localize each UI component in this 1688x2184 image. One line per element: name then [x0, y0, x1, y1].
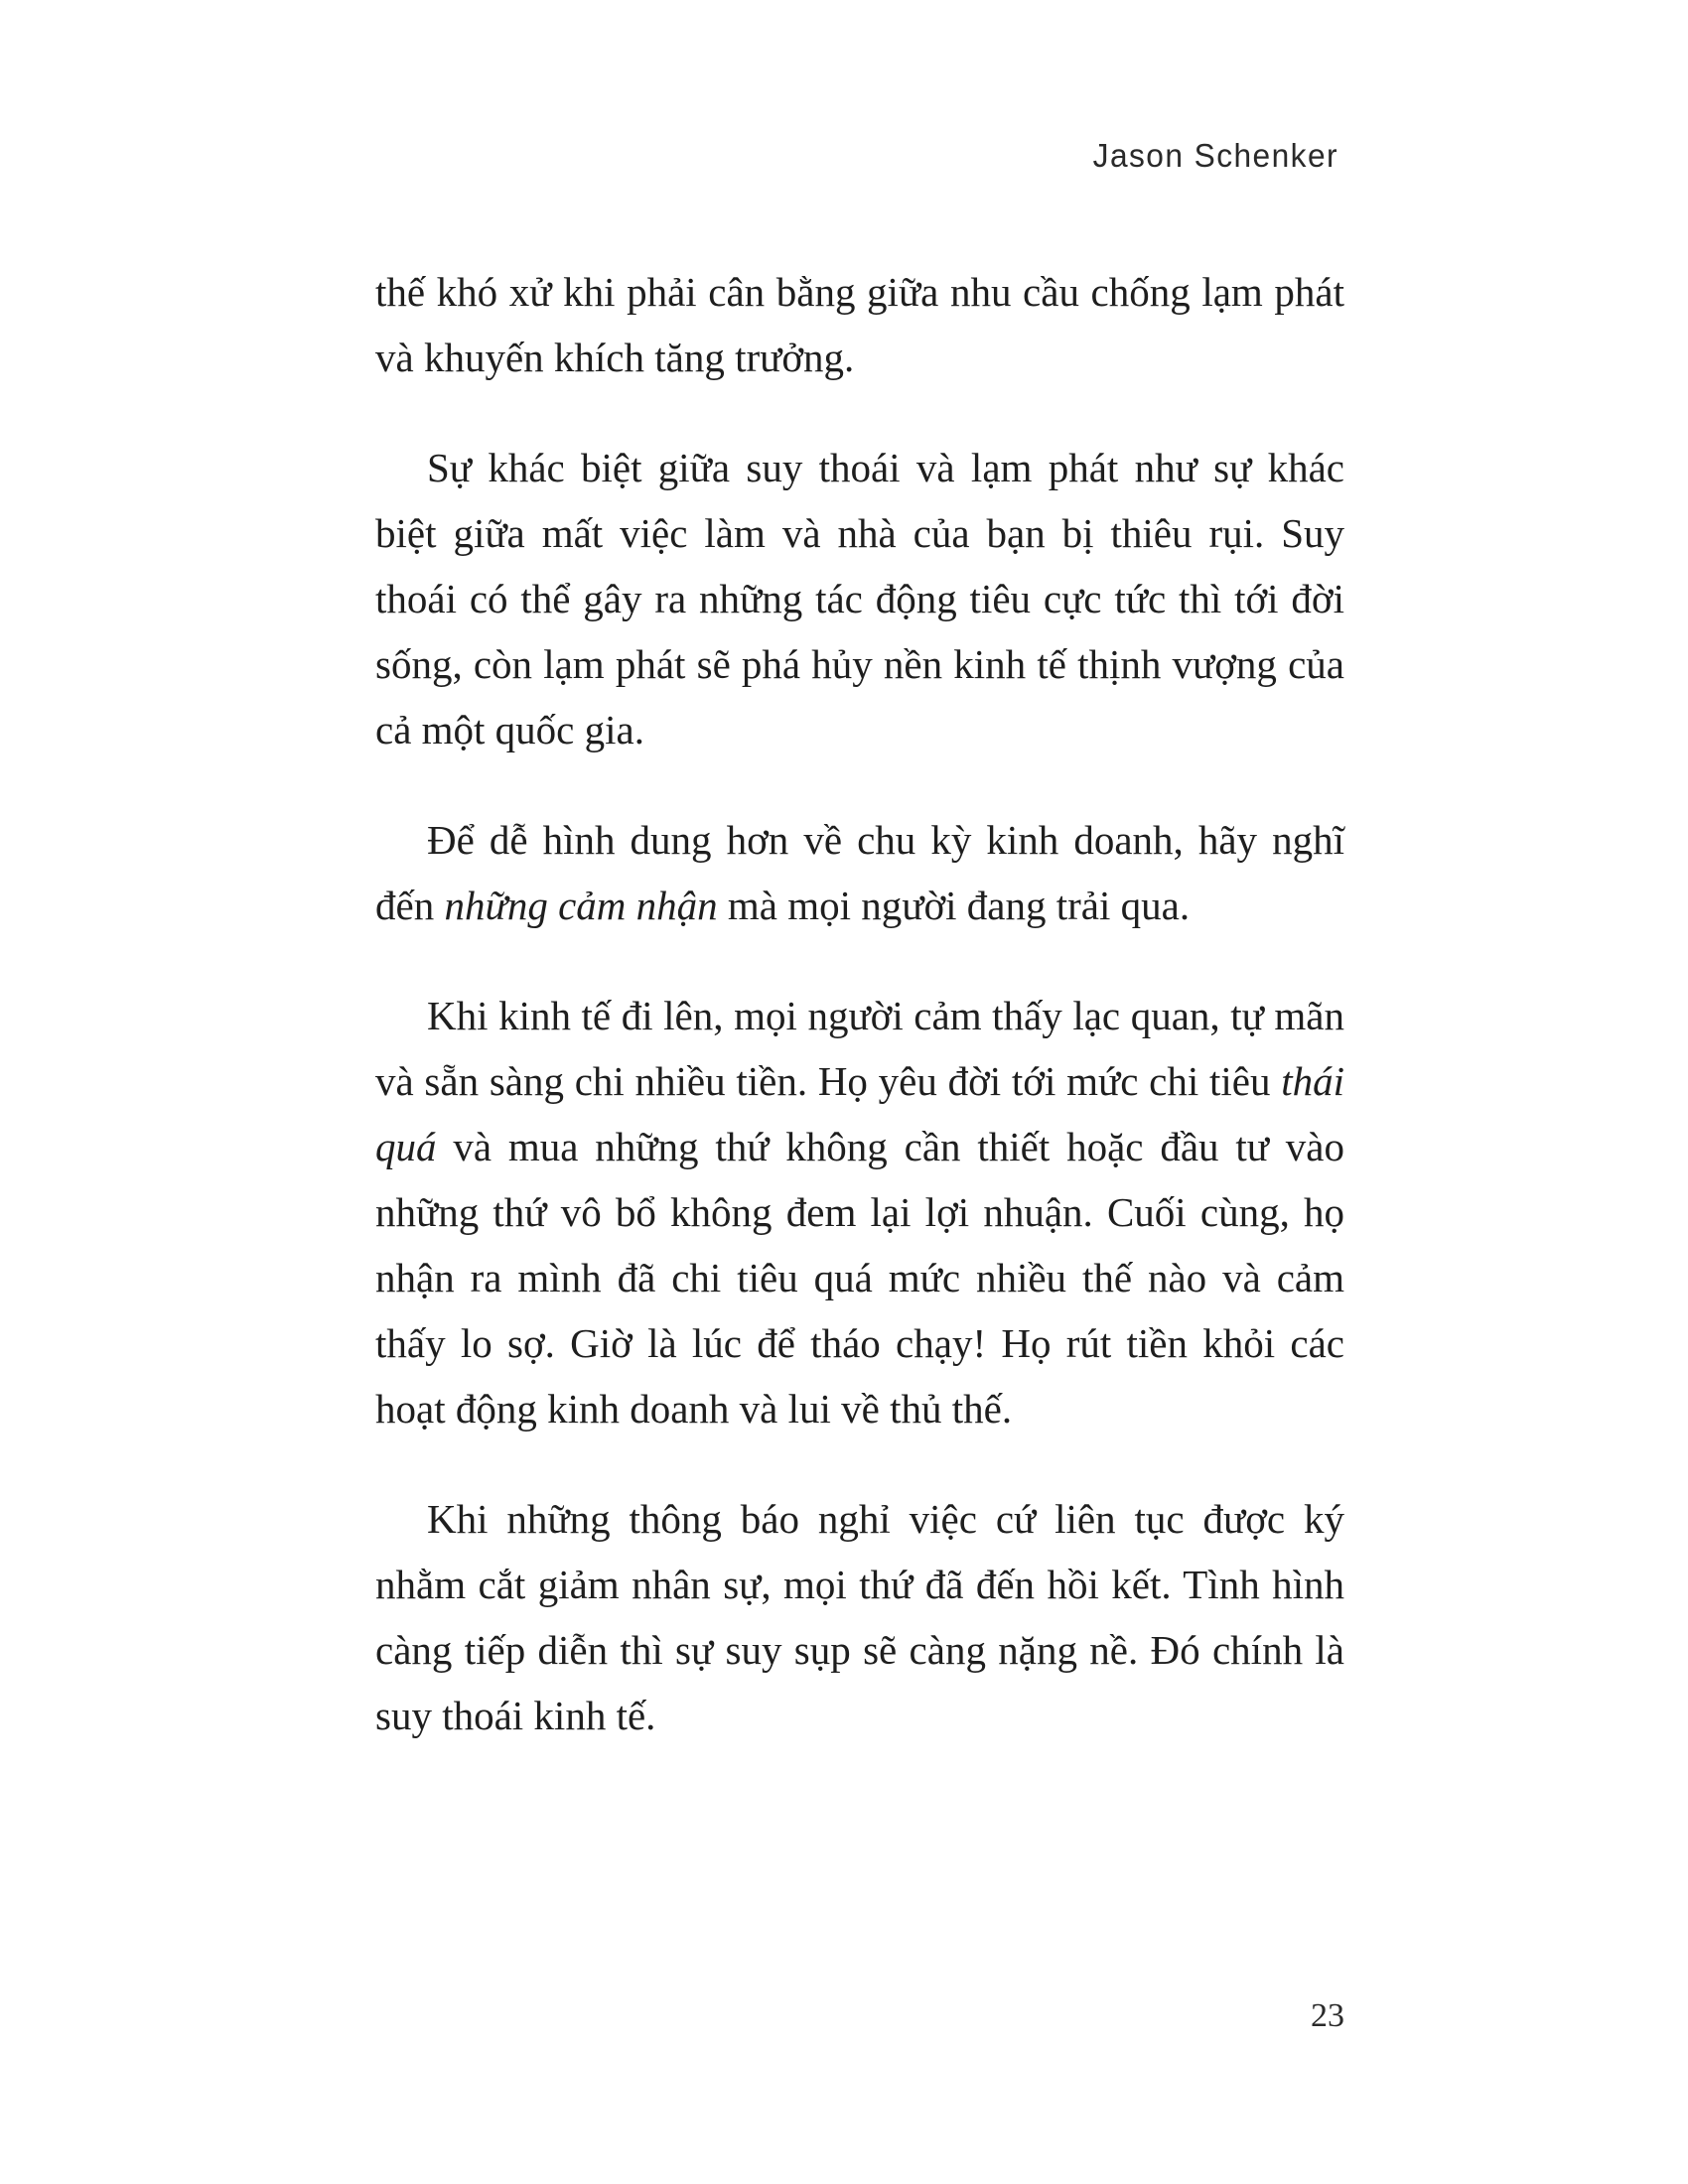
- paragraph-text: và mua những thứ không cần thiết hoặc đầu tư vào những thứ vô bổ không đem lại lợi nhuận. Cuối cùng, họ nhận ra mình đã chi tiêu quá mức nhiều thế nào và cảm thấy lo sợ. Giờ là lúc để tháo chạy! Họ rút tiền khỏi các hoạt động kinh doanh và lui về thủ thế.: [375, 1124, 1344, 1432]
- paragraph-text: Để dễ hình dung hơn về chu kỳ kinh doanh, hãy nghĩ đến: [375, 817, 1344, 928]
- paragraph-italic-text: thái quá: [375, 1058, 1344, 1169]
- body-text-block: [375, 259, 1344, 1748]
- paragraph-italic-text: những cảm nhận: [444, 883, 718, 928]
- paragraph: [375, 259, 1344, 390]
- paragraph-text: mà mọi người đang trải qua.: [717, 883, 1191, 928]
- paragraph: [375, 807, 1344, 938]
- running-header-author: Jason Schenker: [1092, 137, 1338, 174]
- paragraph-text: thế khó xử khi phải cân bằng giữa nhu cầu chống lạm phát và khuyến khích tăng trưởng.: [375, 269, 1344, 380]
- paragraph: [375, 1486, 1344, 1748]
- page-number: 23: [1311, 1997, 1344, 2034]
- paragraph: [375, 435, 1344, 762]
- paragraph-text: Khi kinh tế đi lên, mọi người cảm thấy lạc quan, tự mãn và sẵn sàng chi nhiều tiền. Họ yêu đời tới mức chi tiêu: [375, 993, 1344, 1104]
- paragraph-text: Khi những thông báo nghỉ việc cứ liên tục được ký nhằm cắt giảm nhân sự, mọi thứ đã đến hồi kết. Tình hình càng tiếp diễn thì sự suy sụp sẽ càng nặng nề. Đó chính là suy thoái kinh tế.: [375, 1496, 1344, 1738]
- paragraph-text: Sự khác biệt giữa suy thoái và lạm phát như sự khác biệt giữa mất việc làm và nhà của bạn bị thiêu rụi. Suy thoái có thể gây ra những tác động tiêu cực tức thì tới đời sống, còn lạm phát sẽ phá hủy nền kinh tế thịnh vượng của cả một quốc gia.: [375, 445, 1344, 752]
- paragraph: [375, 983, 1344, 1441]
